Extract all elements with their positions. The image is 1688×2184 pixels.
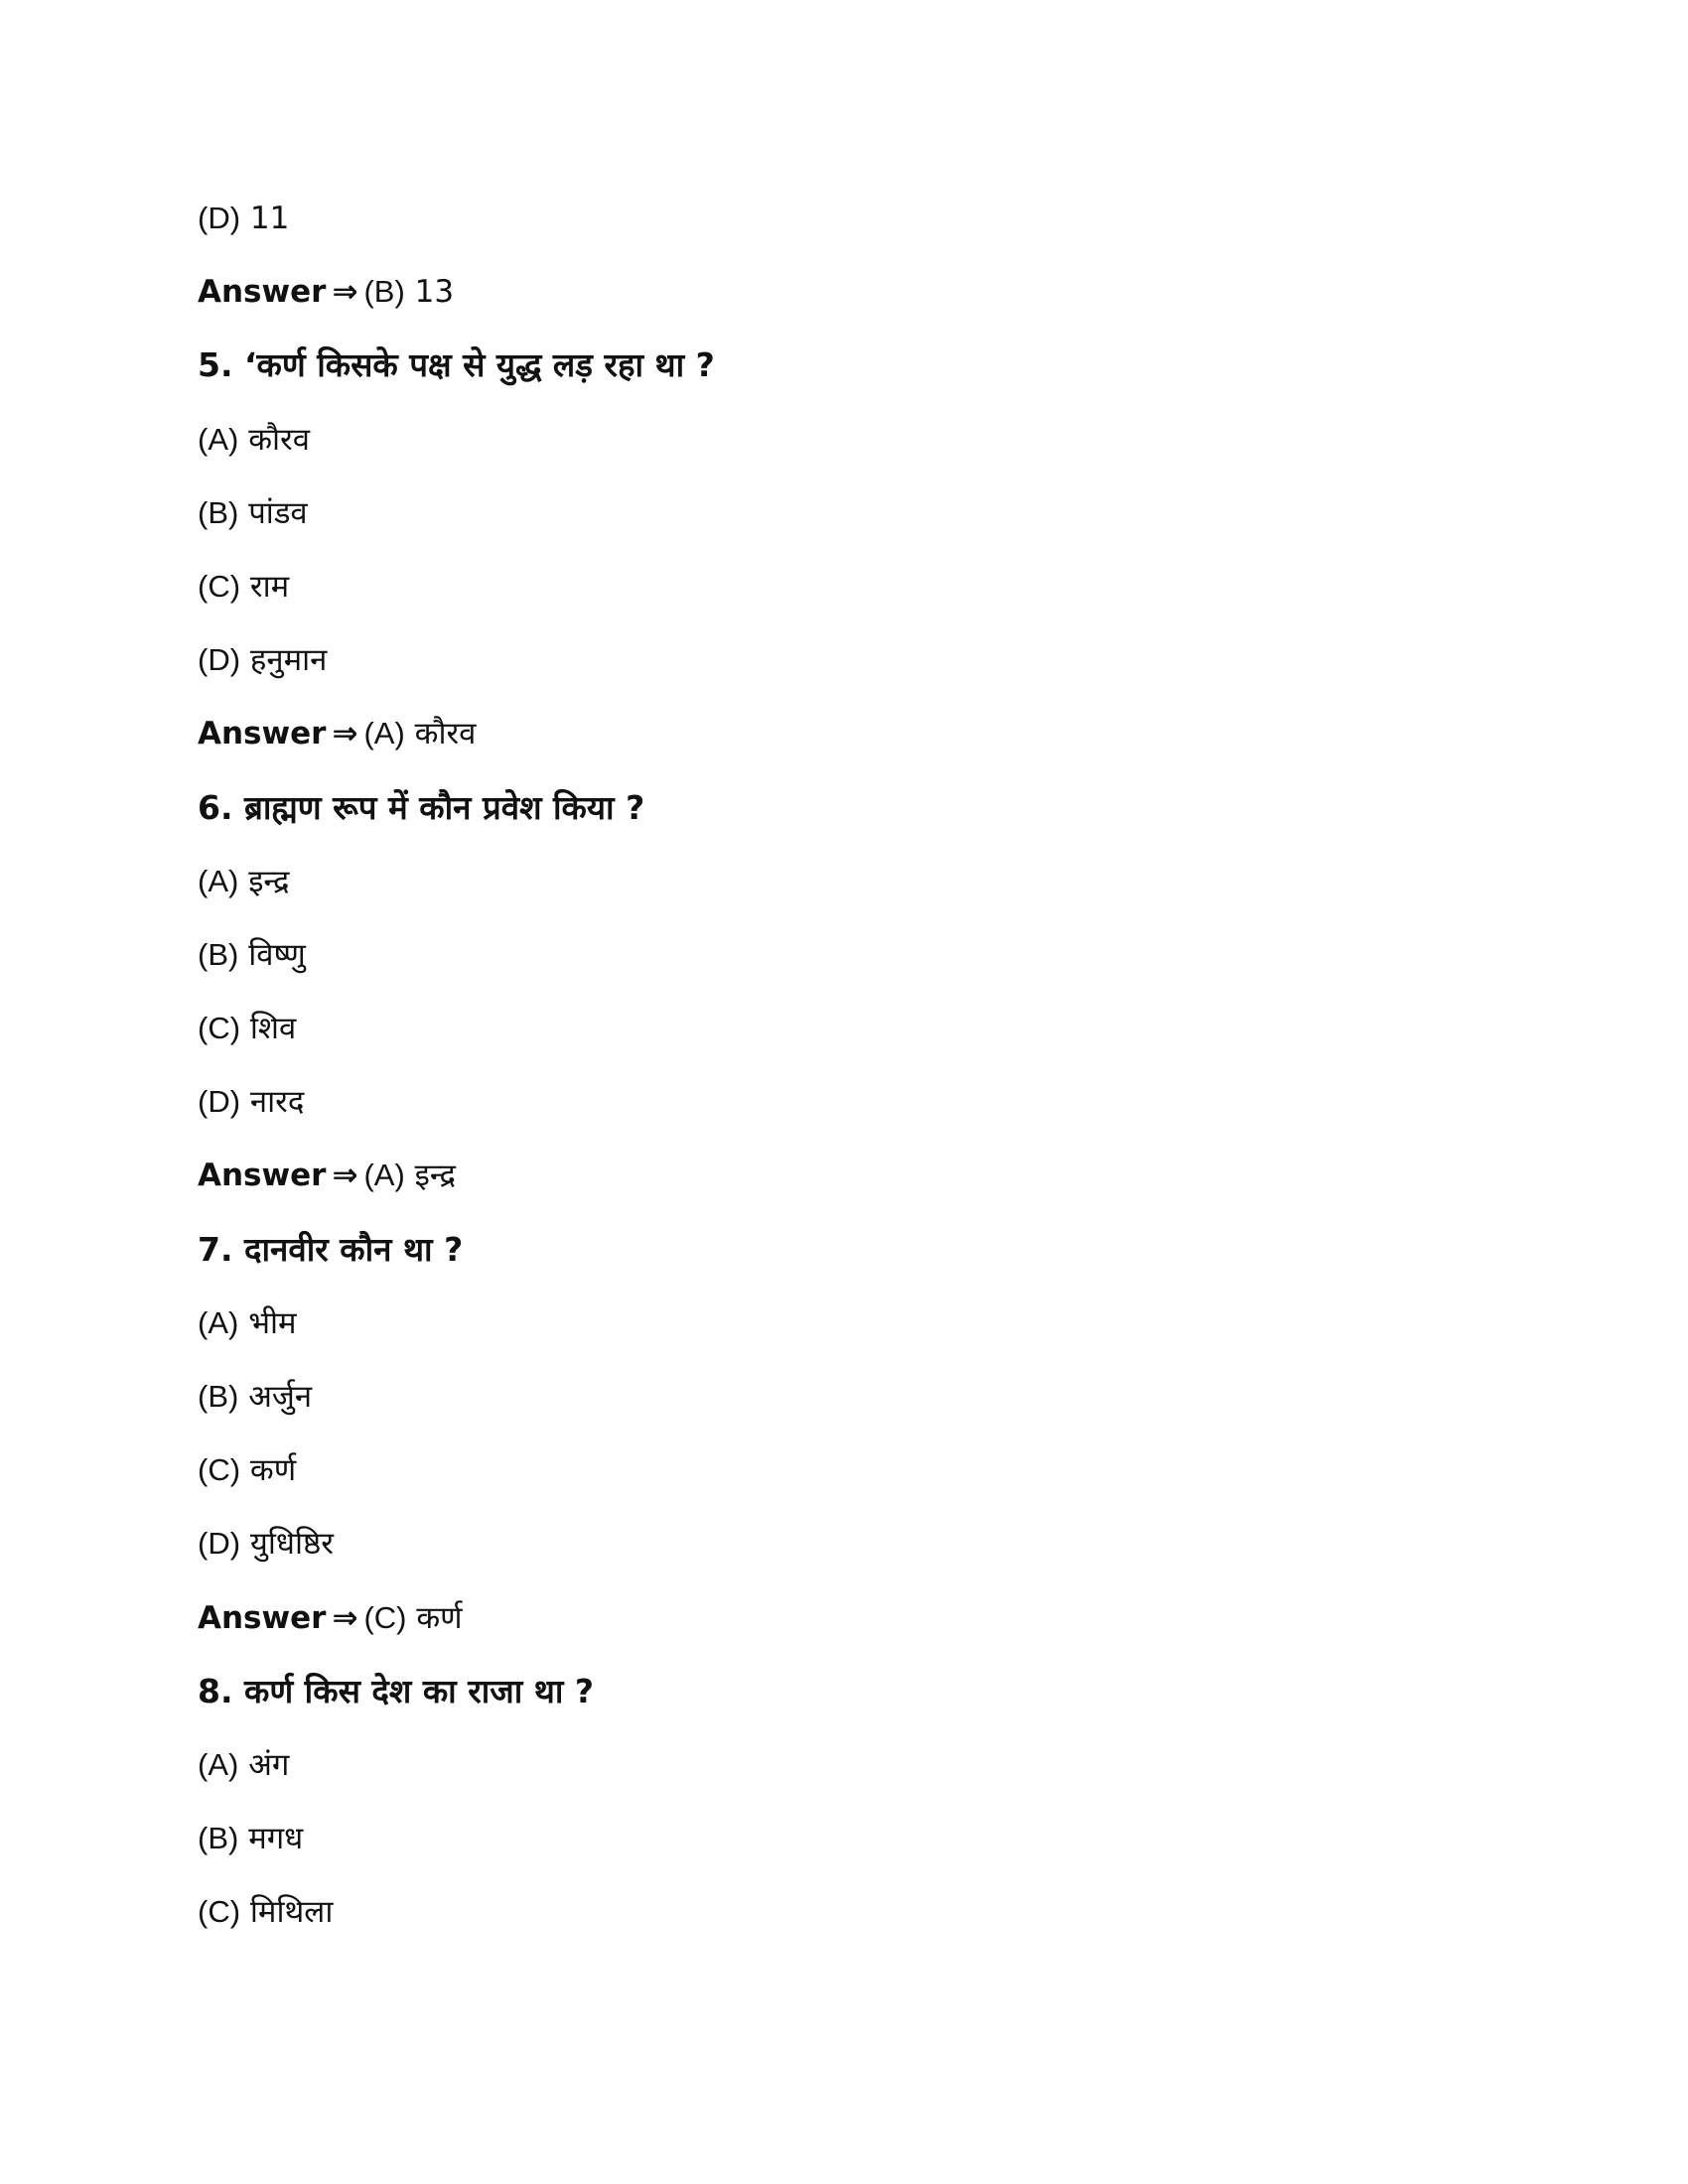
- option-text: युधिष्ठिर: [249, 1526, 334, 1563]
- answer-option: [198, 1373, 1488, 1446]
- option-key: (C): [198, 1011, 241, 1046]
- answer-text: कर्ण: [416, 1599, 463, 1636]
- question-heading: [198, 1668, 1488, 1741]
- question-text: 7. दानवीर कौन था ?: [198, 1229, 464, 1269]
- answer-key: (C): [363, 1599, 407, 1635]
- question-text: 5. ‘कर्ण किसके पक्ष से युद्ध लड़ रहा था ?: [198, 345, 715, 385]
- option-text: 11: [249, 201, 290, 236]
- option-key: (D): [198, 1084, 241, 1120]
- option-text: हनुमान: [249, 642, 328, 679]
- answer-option: [198, 1815, 1488, 1888]
- option-text: शिव: [249, 1011, 297, 1047]
- implies-arrow-icon: ⇒: [332, 716, 358, 752]
- question-heading: [198, 784, 1488, 858]
- answer-option: [198, 1520, 1488, 1593]
- option-key: (B): [198, 494, 239, 530]
- option-text: मगध: [248, 1821, 304, 1857]
- answer-option: [198, 1005, 1488, 1078]
- answer-line: [198, 710, 1488, 783]
- option-key: (D): [198, 642, 241, 678]
- answer-option: [198, 563, 1488, 636]
- option-text: कर्ण: [249, 1452, 297, 1489]
- option-key: (D): [198, 201, 241, 235]
- answer-line: [198, 1152, 1488, 1225]
- option-key: (B): [198, 936, 239, 972]
- option-text: इन्द्र: [248, 863, 290, 899]
- answer-option: [198, 1446, 1488, 1520]
- answer-line: [198, 268, 1488, 341]
- option-key: (C): [198, 568, 241, 604]
- option-text: भीम: [248, 1304, 297, 1341]
- option-text: अर्जुन: [248, 1379, 313, 1415]
- question-heading: [198, 1226, 1488, 1299]
- answer-option: [198, 1299, 1488, 1373]
- option-key: (B): [198, 1821, 239, 1856]
- option-key: (B): [198, 1379, 239, 1414]
- implies-arrow-icon: ⇒: [332, 274, 358, 311]
- answer-key: (A): [363, 1158, 405, 1193]
- answer-option: [198, 1741, 1488, 1815]
- answer-label: Answer: [198, 1158, 327, 1194]
- answer-text: इन्द्र: [414, 1158, 456, 1194]
- question-text: 6. ब्राह्मण रूप में कौन प्रवेश किया ?: [198, 787, 645, 827]
- implies-arrow-icon: ⇒: [332, 1158, 358, 1194]
- answer-option: [198, 1888, 1488, 1962]
- option-text: राम: [249, 568, 290, 605]
- option-text: कौरव: [248, 421, 310, 458]
- answer-option: [198, 416, 1488, 489]
- answer-label: Answer: [198, 716, 327, 752]
- answer-option: [198, 195, 1488, 268]
- answer-label: Answer: [198, 1599, 327, 1636]
- option-key: (A): [198, 1746, 239, 1782]
- option-key: (A): [198, 421, 239, 457]
- answer-option: [198, 931, 1488, 1005]
- answer-option: [198, 1078, 1488, 1152]
- answer-text: कौरव: [414, 716, 477, 752]
- option-text: अंग: [248, 1746, 290, 1783]
- option-text: पांडव: [248, 494, 308, 531]
- answer-option: [198, 489, 1488, 563]
- option-key: (C): [198, 1894, 241, 1930]
- option-key: (A): [198, 1304, 239, 1340]
- implies-arrow-icon: ⇒: [332, 1599, 358, 1636]
- question-heading: [198, 341, 1488, 415]
- answer-option: [198, 636, 1488, 710]
- option-text: नारद: [249, 1084, 305, 1121]
- answer-option: [198, 858, 1488, 931]
- answer-key: (B): [363, 274, 405, 310]
- option-key: (C): [198, 1452, 241, 1488]
- option-text: मिथिला: [249, 1894, 334, 1931]
- option-text: विष्णु: [248, 936, 306, 973]
- answer-label: Answer: [198, 274, 327, 311]
- option-key: (A): [198, 863, 239, 898]
- answer-key: (A): [363, 716, 405, 751]
- question-text: 8. कर्ण किस देश का राजा था ?: [198, 1671, 595, 1710]
- option-key: (D): [198, 1526, 241, 1562]
- document-page: [198, 195, 1488, 1963]
- answer-line: [198, 1594, 1488, 1668]
- answer-text: 13: [414, 274, 455, 311]
